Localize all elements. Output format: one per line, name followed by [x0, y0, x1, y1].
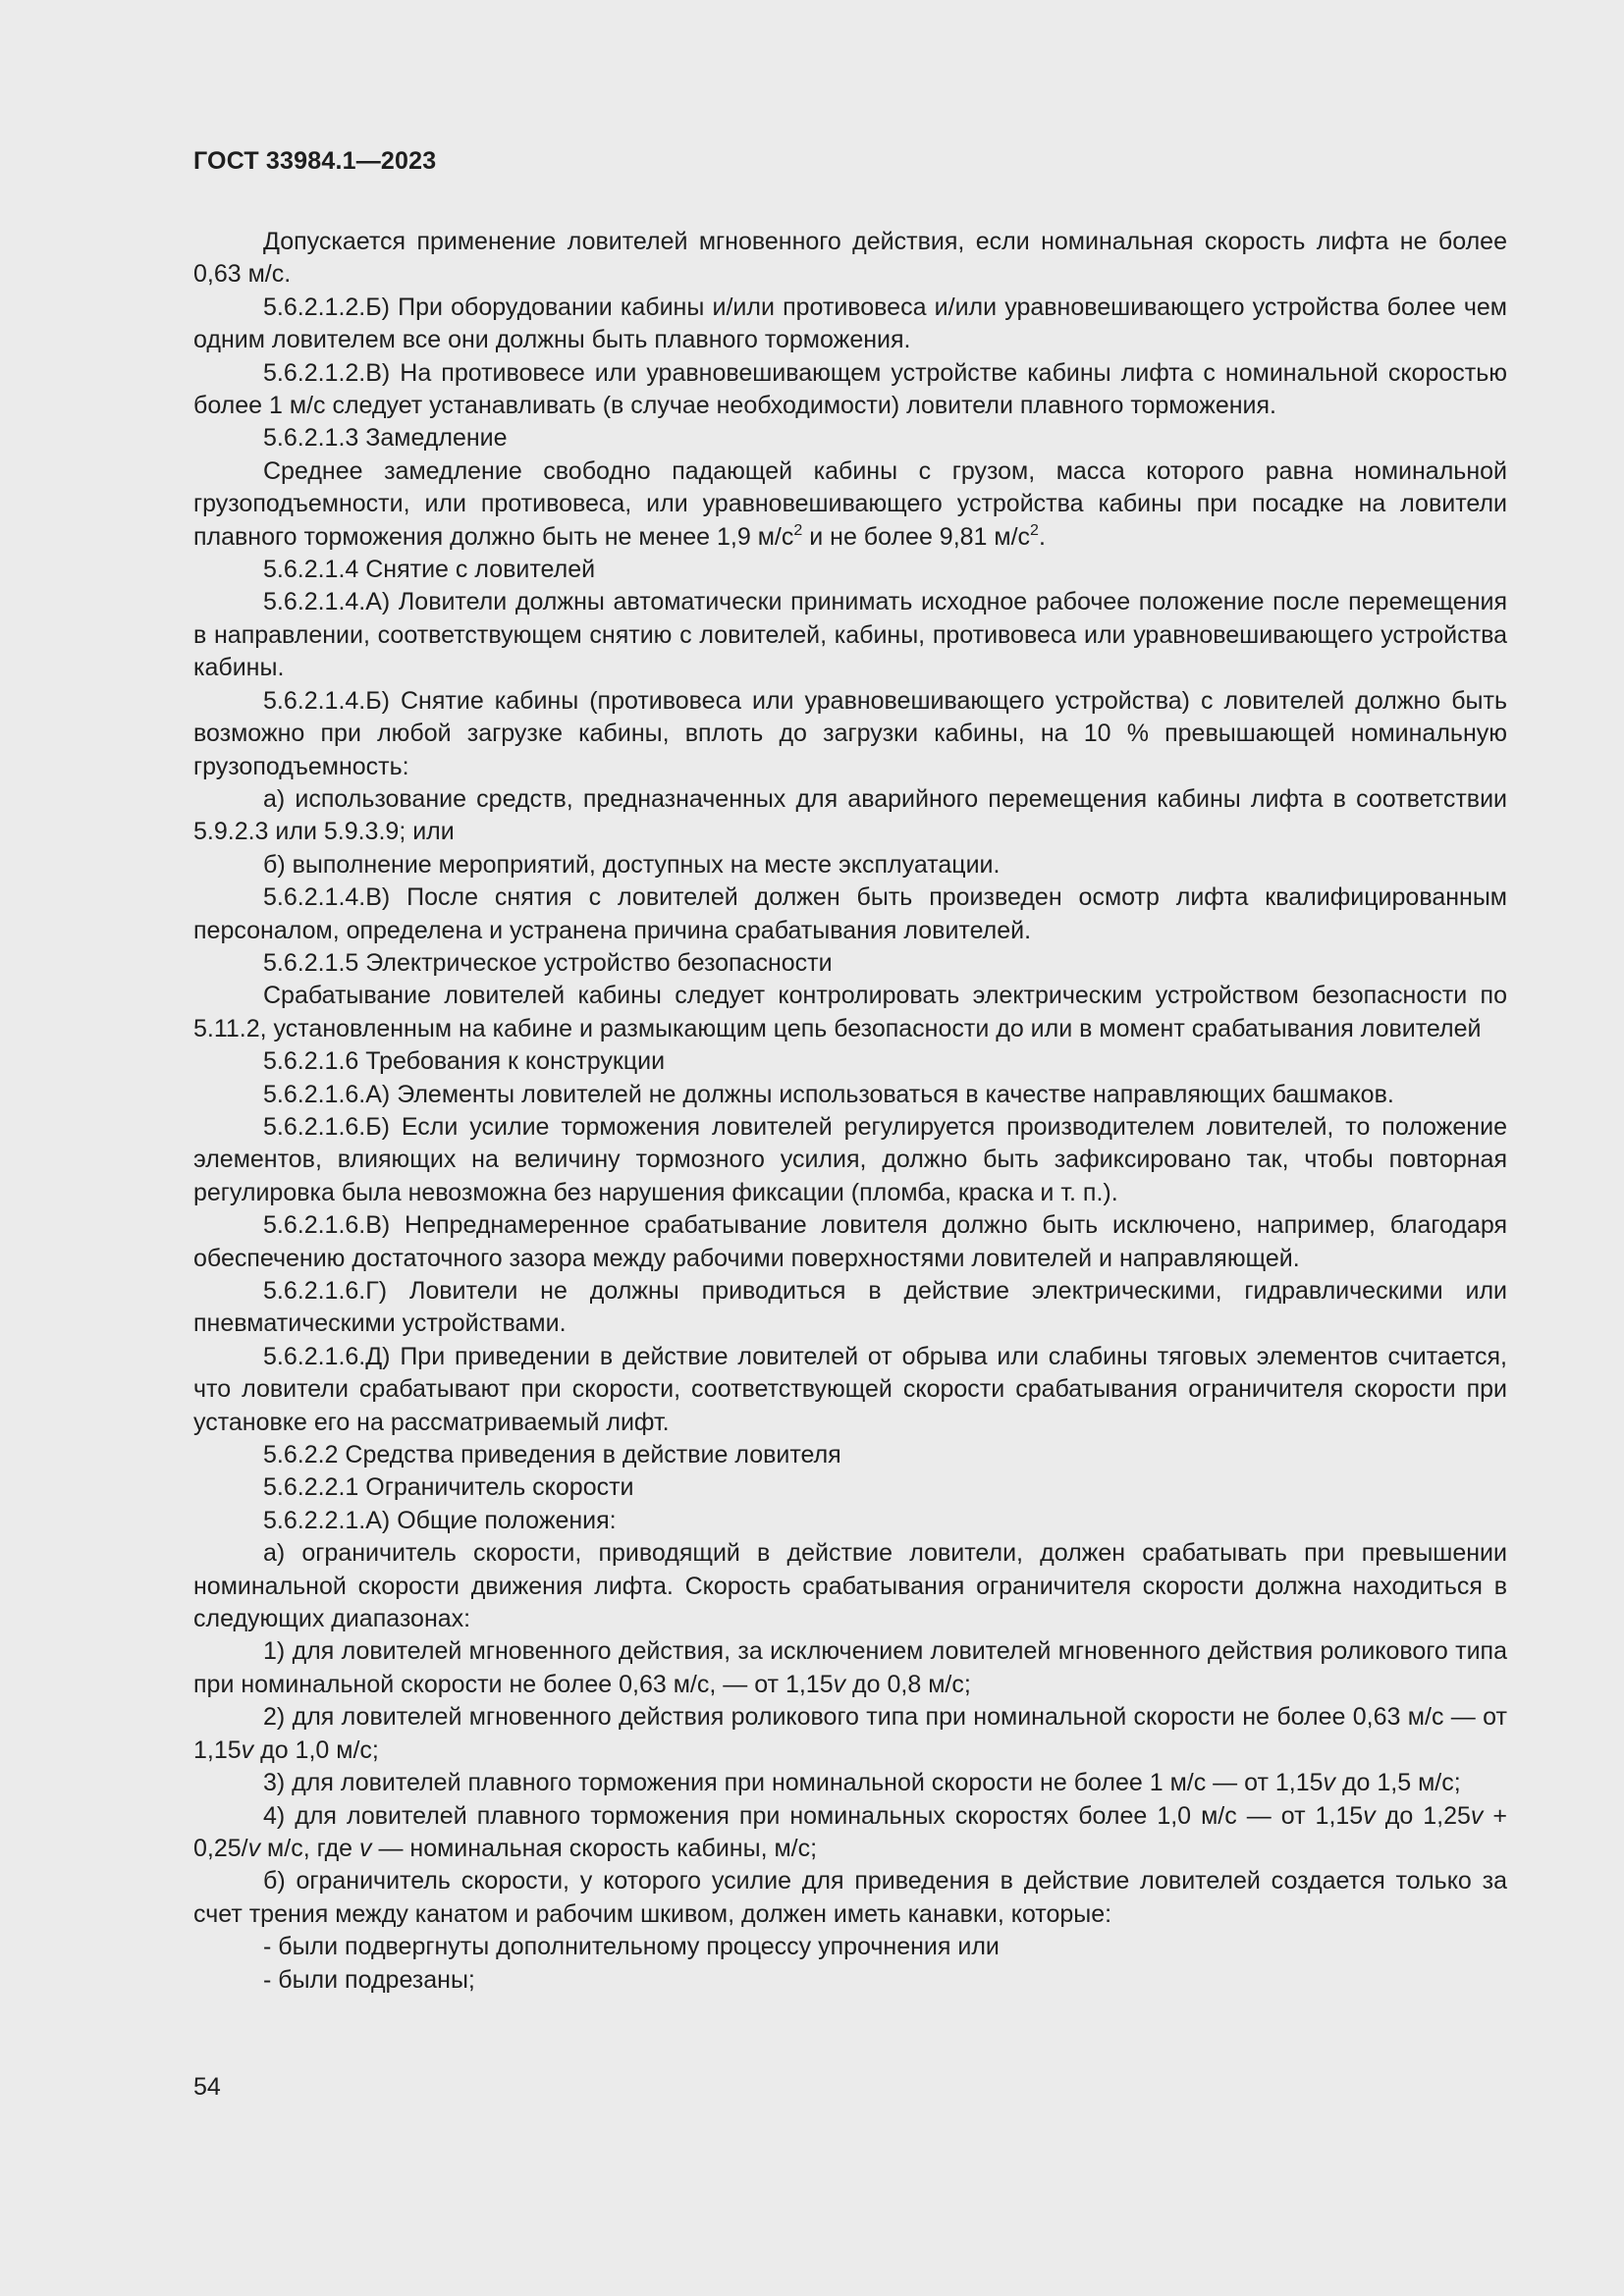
var-v: v — [1363, 1801, 1376, 1830]
paragraph: 5.6.2.1.6.А) Элементы ловителей не должны использоваться в качестве направляющих башмаков. — [263, 1080, 1394, 1108]
speed-range-text: + 0,25/ — [193, 1801, 1508, 1862]
speed-range-item — [193, 1635, 1507, 1701]
speed-range-text: до 0,8 м/с; — [845, 1670, 971, 1698]
paragraph: Срабатывание ловителей кабины следует контролировать электрическим устройством безопасности по 5.11.2, установленным на кабине и размыкающим цепь безопасности до или в момент срабатывания ловителей — [193, 982, 1507, 1042]
section-heading: 5.6.2.2 Средства приведения в действие ловителя — [263, 1441, 841, 1469]
list-item: б) ограничитель скорости, у которого усилие для приведения в действие ловителей создается только за счет трения между канатом и рабочим шкивом, должен иметь канавки, которые: — [193, 1867, 1507, 1928]
section-heading: 5.6.2.1.5 Электрическое устройство безопасности — [263, 948, 833, 977]
section-heading: 5.6.2.2.1.А) Общие положения: — [263, 1506, 617, 1534]
list-item: а) использование средств, предназначенных для аварийного перемещения кабины лифта в соответствии 5.9.2.3 или 5.9.3.9; или — [193, 784, 1507, 846]
paragraph: 5.6.2.1.6.В) Непреднамеренное срабатывание ловителя должно быть исключено, например, благодаря обеспечению достаточного зазора между рабочими поверхностями ловителей и направляющей. — [193, 1211, 1507, 1272]
section-heading: 5.6.2.1.6 Требования к конструкции — [263, 1047, 666, 1076]
list-item: - были подрезаны; — [263, 1965, 475, 1994]
speed-range-text: 2) для ловителей мгновенного действия роликового типа при номинальной скорости не более 0,63 м/с — от 1,15 — [193, 1703, 1507, 1764]
document-header: ГОСТ 33984.1—2023 — [193, 147, 437, 175]
speed-range-item — [193, 1767, 1507, 1799]
paragraph: Допускается применение ловителей мгновенного действия, если номинальная скорость лифта не более 0,63 м/с. — [193, 228, 1507, 289]
speed-range-text: — номинальная скорость кабины, м/с; — [371, 1834, 818, 1862]
speed-range-item — [193, 1800, 1507, 1866]
document-body — [193, 226, 1507, 1997]
deceleration-middle: и не более 9,81 м/с — [802, 522, 1031, 551]
paragraph: 5.6.2.1.4.А) Ловители должны автоматически принимать исходное рабочее положение после перемещения в направлении, соответствующем снятию с ловителей, кабины, противовеса или уравновешивающего устройства кабины. — [193, 588, 1507, 682]
paragraph: 5.6.2.1.6.Б) Если усилие торможения ловителей регулируется производителем ловителей, то положение элементов, влияющих на величину тормозного усилия, должно быть зафиксировано так, чтобы повторная регулировка была невозможна без нарушения фиксации (пломба, краска и т. п.). — [193, 1112, 1507, 1206]
section-heading: 5.6.2.1.4 Снятие с ловителей — [263, 556, 596, 584]
var-v: v — [1323, 1769, 1336, 1797]
list-item: а) ограничитель скорости, приводящий в действие ловители, должен срабатывать при превышении номинальной скорости движения лифта. Скорость срабатывания ограничителя скорости должна находиться в следующих диапазонах: — [193, 1539, 1507, 1633]
section-heading: 5.6.2.2.1 Ограничитель скорости — [263, 1473, 634, 1502]
paragraph: 5.6.2.1.4.В) После снятия с ловителей должен быть произведен осмотр лифта квалифицированным персоналом, определена и устранена причина срабатывания ловителей. — [193, 883, 1507, 944]
var-v: v — [241, 1735, 254, 1764]
var-v: v — [1470, 1801, 1484, 1830]
superscript: 2 — [793, 521, 803, 539]
speed-range-text: м/с, где — [260, 1834, 360, 1862]
paragraph: 5.6.2.1.6.Д) При приведении в действие ловителей от обрыва или слабины тяговых элементов считается, что ловители срабатывают при скорости, соответствующей скорости срабатывания ограничителя скорости при установке его на рассматриваемый лифт. — [193, 1342, 1507, 1436]
speed-range-text: 4) для ловителей плавного торможения при номинальных скоростях более 1,0 м/с — от 1,15 — [263, 1801, 1364, 1830]
speed-range-text: до 1,25 — [1375, 1801, 1471, 1830]
paragraph-deceleration — [193, 455, 1507, 554]
list-item: б) выполнение мероприятий, доступных на месте эксплуатации. — [263, 850, 1001, 879]
paragraph: 5.6.2.1.2.В) На противовесе или уравновешивающем устройстве кабины лифта с номинальной скоростью более 1 м/с следует устанавливать (в случае необходимости) ловители плавного торможения. — [193, 358, 1507, 420]
deceleration-end: . — [1038, 522, 1046, 551]
paragraph: 5.6.2.1.2.Б) При оборудовании кабины и/или противовеса и/или уравновешивающего устройства более чем одним ловителем все они должны быть плавного торможения. — [193, 293, 1507, 354]
var-v: v — [247, 1834, 261, 1862]
page-number: 54 — [193, 2073, 221, 2101]
paragraph: 5.6.2.1.6.Г) Ловители не должны приводиться в действие электрическими, гидравлическими или пневматическими устройствами. — [193, 1277, 1507, 1338]
speed-range-text: 1) для ловителей мгновенного действия, за исключением ловителей мгновенного действия роликового типа при номинальной скорости не более 0,63 м/с, — от 1,15 — [193, 1637, 1507, 1698]
speed-range-text: до 1,0 м/с; — [253, 1735, 379, 1764]
speed-range-item — [193, 1701, 1507, 1767]
paragraph: 5.6.2.1.4.Б) Снятие кабины (противовеса или уравновешивающего устройства) с ловителей должно быть возможно при любой загрузке кабины, вплоть до загрузки кабины, на 10 % превышающей номинальную грузоподъемность: — [193, 686, 1507, 780]
var-v: v — [833, 1670, 846, 1698]
superscript: 2 — [1030, 521, 1039, 539]
deceleration-text: Среднее замедление свободно падающей кабины с грузом, масса которого равна номинальной грузоподъемности, или противовеса, или уравновешивающего устройства кабины при посадке на ловители плавного торможения должно быть не менее 1,9 м/с — [193, 456, 1507, 551]
section-heading: 5.6.2.1.3 Замедление — [263, 424, 508, 453]
speed-range-text: 3) для ловителей плавного торможения при номинальной скорости не более 1 м/с — от 1,15 — [263, 1769, 1324, 1797]
var-v: v — [359, 1834, 372, 1862]
speed-range-text: до 1,5 м/с; — [1335, 1769, 1461, 1797]
list-item: - были подвергнуты дополнительному процессу упрочнения или — [263, 1933, 1000, 1961]
